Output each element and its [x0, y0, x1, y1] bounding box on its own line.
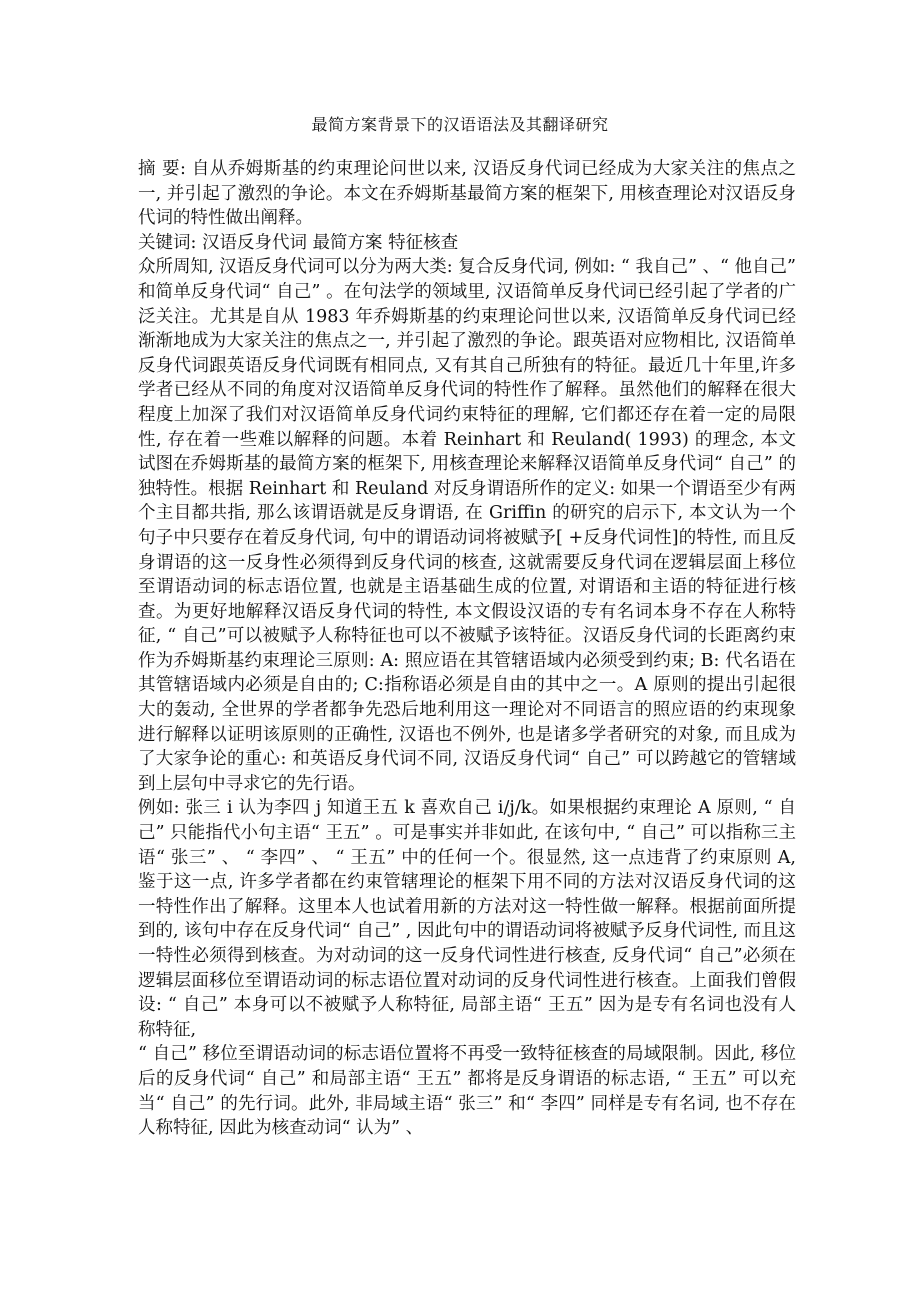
body-paragraph: 众所周知, 汉语反身代词可以分为两大类: 复合反身代词, 例如: “ 我自己” 、“ 他自己” 和简单反身代词“ 自己” 。在句法学的领域里, 汉语简单反身代词已经引起了学者的广泛关注。尤其是自从 1983 年乔姆斯基的约束理论问世以来, 汉语简单反身代词已经渐渐地成为大家关注的焦点之一, 并引起了激烈的争论。跟英语对应物相比, 汉语简单反身代词跟英语反身代词既有相同点, 又有其自己所独有的特征。最近几十年里,许多学者已经从不同的角度对汉语简单反身代词的特性作了解释。虽然他们的解释在很大程度上加深了我们对汉语简单反身代词约束特征的理解, 它们都还存在着一定的局限性, 存在着一些难以解释的问题。本着 Reinhart 和 Reuland( 1993) 的理念, 本文试图在乔姆斯基的最简方案的框架下, 用核查理论来解释汉语简单反身代词“ 自己” 的独特性。根据 Reinhart 和 Reuland 对反身谓语所作的定义: 如果一个谓语至少有两个主目都共指, 那么该谓语就是反身谓语, 在 Griffin 的研究的启示下, 本文认为一个句子中只要存在着反身代词, 句中的谓语动词将被赋予[ +反身代词性]的特性, 而且反身谓语的这一反身性必须得到反身代词的核查, 这就需要反身代词在逻辑层面上移位至谓语动词的标志语位置, 也就是主语基础生成的位置, 对谓语和主语的特征进行核查。为更好地解释汉语反身代词的特性, 本文假设汉语的专有名词本身不存在人称特征, “ 自己”可以被赋予人称特征也可以不被赋予该特征。汉语反身代词的长距离约束作为乔姆斯基约束理论三原则: A: 照应语在其管辖语域内必须受到约束; B: 代名语在其管辖语域内必须是自由的; C:指称语必须是自由的其中之一。A 原则的提出引起很大的轰动, 全世界的学者都争先恐后地利用这一理论对不同语言的照应语的约束现象进行解释以证明该原则的正确性, 汉语也不例外, 也是诸多学者研究的对象, 而且成为了大家争论的重心: 和英语反身代词不同, 汉语反身代词“ 自己” 可以跨越它的管辖域到上层句中寻求它的先行语。 [138, 257, 796, 794]
body-paragraph: “ 自己” 移位至谓语动词的标志语位置将不再受一致特征核查的局域限制。因此, 移位后的反身代词“ 自己” 和局部主语“ 王五” 都将是反身谓语的标志语, “ 王五” 可以充当“ 自己” 的先行词。此外, 非局域主语“ 张三” 和“ 李四” 同样是专有名词, 也不存在人称特征, 因此为核查动词“ 认为” 、 [138, 1044, 796, 1139]
abstract-paragraph: 摘 要: 自从乔姆斯基的约束理论问世以来, 汉语反身代词已经成为大家关注的焦点之一, 并引起了激烈的争论。本文在乔姆斯基最简方案的框架下, 用核查理论对汉语反身代词的特性做出阐释。 [138, 159, 796, 229]
body-paragraph: 例如: 张三 i 认为李四 j 知道王五 k 喜欢自己 i/j/k。如果根据约束理论 A 原则, “ 自己” 只能指代小句主语“ 王五” 。可是事实并非如此, 在该句中, “ 自己” 可以指称三主语“ 张三” 、 “ 李四” 、 “ 王五” 中的任何一个。很显然, 这一点违背了约束原则 A, 鉴于这一点, 许多学者都在约束管辖理论的框架下用不同的方法对汉语反身代词的这一特性作出了解释。这里本人也试着用新的方法对这一特性做一解释。根据前面所提到的, 该句中存在反身代词“ 自己” , 因此句中的谓语动词将被赋予反身代词性, 而且这一特性必须得到核查。为对动词的这一反身代词性进行核查, 反身代词“ 自己”必须在逻辑层面移位至谓语动词的标志语位置对动词的反身代词性进行核查。上面我们曾假设: “ 自己” 本身可以不被赋予人称特征, 局部主语“ 王五” 因为是专有名词也没有人称特征, [138, 798, 796, 1040]
document-body [138, 157, 796, 1141]
document-title: 最简方案背景下的汉语语法及其翻译研究 [311, 115, 609, 134]
keywords-paragraph: 关键词: 汉语反身代词 最简方案 特征核查 [138, 232, 459, 253]
